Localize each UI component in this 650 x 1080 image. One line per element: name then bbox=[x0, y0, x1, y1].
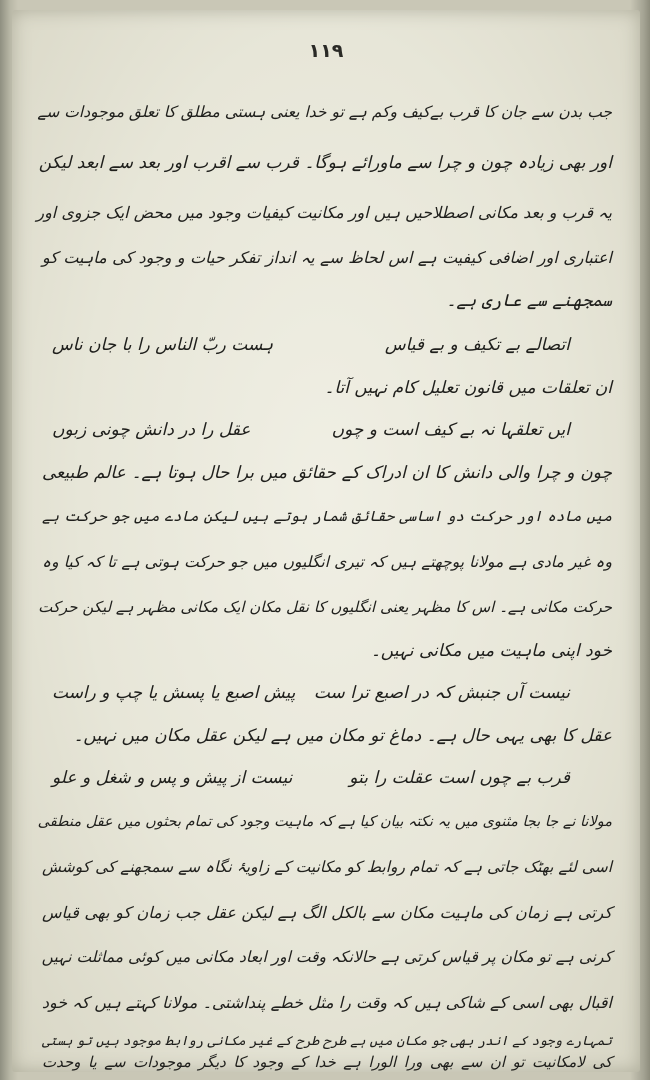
text-line-19: کی لامکانیت تو ان سے بھی ورا الورا ہے خدا کے وجود کا دیگر موجودات سے یا وحدت bbox=[42, 1053, 612, 1071]
text-line-3: یہ قرب و بعد مکانی اصطلاحیں ہیں اور مکانیت کیفیات وجود میں محض ایک جزوی اور bbox=[36, 203, 612, 222]
verse-4-second-hemistich: نیست از پیش و پس و شغل و علو bbox=[52, 768, 293, 788]
text-line-12: عقل کا بھی یہی حال ہے۔ دماغ تو مکان میں ہے لیکن عقل مکان میں نہیں۔ bbox=[73, 726, 612, 746]
text-line-9: وہ غیر مادی ہے مولانا پوچھتے ہیں کہ تیری انگلیوں میں جو حرکت ہوتی ہے تا کہ کیا وہ bbox=[42, 553, 612, 571]
text-line-11: خود اپنی ماہیت میں مکانی نہیں۔ bbox=[370, 641, 612, 661]
verse-1-first-hemistich: اتصالے بے تکیف و بے قیاس bbox=[384, 335, 570, 355]
text-line-8: میں مادہ اور حرکت دو اساسی حقائق شمار ہوتے ہیں لیکن مادے میں جو حرکت ہے bbox=[42, 509, 612, 525]
text-line-7: چون و چرا والی دانش کا ان ادراک کے حقائق میں برا حال ہوتا ہے۔ عالم طبیعی bbox=[42, 463, 612, 483]
page-number: ۱۱۹ bbox=[308, 40, 344, 62]
text-line-4: اعتباری اور اضافی کیفیت ہے اس لحاظ سے یہ انداز تفکر حیات و وجود کی ماہیت کو bbox=[42, 248, 612, 267]
verse-2-first-hemistich: ایں تعلقہا نہ بے کیف است و چوں bbox=[331, 420, 570, 440]
verse-3-first-hemistich: نیست آں جنبش کہ در اصبع ترا ست bbox=[313, 683, 570, 703]
text-line-14: اسی لئے بھٹک جاتی ہے کہ تمام روابط کو مکانیت کے زاویۂ نگاہ سے سمجھنے کی کوشش bbox=[42, 858, 612, 876]
text-line-10: حرکت مکانی ہے۔ اس کا مظہر یعنی انگلیوں کا نقل مکان ایک مکانی مظہر ہے لیکن حرکت bbox=[38, 598, 612, 616]
text-line-16: کرنی ہے تو مکان پر قیاس کرتی ہے حالانکہ وقت اور ابعاد مکانی میں کوئی مماثلت نہیں bbox=[41, 948, 612, 966]
verse-2-second-hemistich: عقل را در دانش چونی زبوں bbox=[52, 420, 251, 440]
book-page bbox=[12, 10, 640, 1072]
text-line-6: ان تعلقات میں قانون تعلیل کام نہیں آتا۔ bbox=[324, 378, 612, 398]
text-line-1: جب بدن سے جان کا قرب بےکیف وکم ہے تو خدا یعنی ہستی مطلق کا تعلق موجودات سے bbox=[37, 103, 612, 121]
text-line-13: مولانا نے جا بجا مثنوی میں یہ نکتہ بیان کیا ہے کہ ماہیت وجود کی تمام بحثوں میں عقل منطقی bbox=[37, 814, 612, 830]
verse-4-first-hemistich: قرب بے چوں است عقلت را بتو bbox=[349, 768, 570, 788]
verse-1-second-hemistich: ہست ربّ الناس را با جان ناس bbox=[52, 335, 274, 355]
verse-3-second-hemistich: پیش اصبع یا پسش یا چپ و راست bbox=[52, 683, 296, 703]
text-line-15: کرتی ہے زمان کی ماہیت مکان سے بالکل الگ ہے لیکن عقل جب زمان کو بھی قیاس bbox=[42, 903, 612, 922]
text-line-2: اور بھی زیادہ چون و چرا سے ماورائے ہوگا۔ قرب سے اقرب اور بعد سے ابعد لیکن bbox=[38, 153, 612, 173]
text-line-5: سمجھنے سے عاری ہے۔ bbox=[446, 291, 612, 311]
text-line-17: اقبال بھی اسی کے شاکی ہیں کہ وقت را مثل خطے پنداشتی۔ مولانا کہتے ہیں کہ خود bbox=[41, 993, 612, 1012]
text-line-18: تمہارے وجود کے اندر بھی جو مکان میں ہے طرح طرح کے غیر مکانی روابط موجود ہیں تو ہستی bbox=[42, 1034, 612, 1049]
